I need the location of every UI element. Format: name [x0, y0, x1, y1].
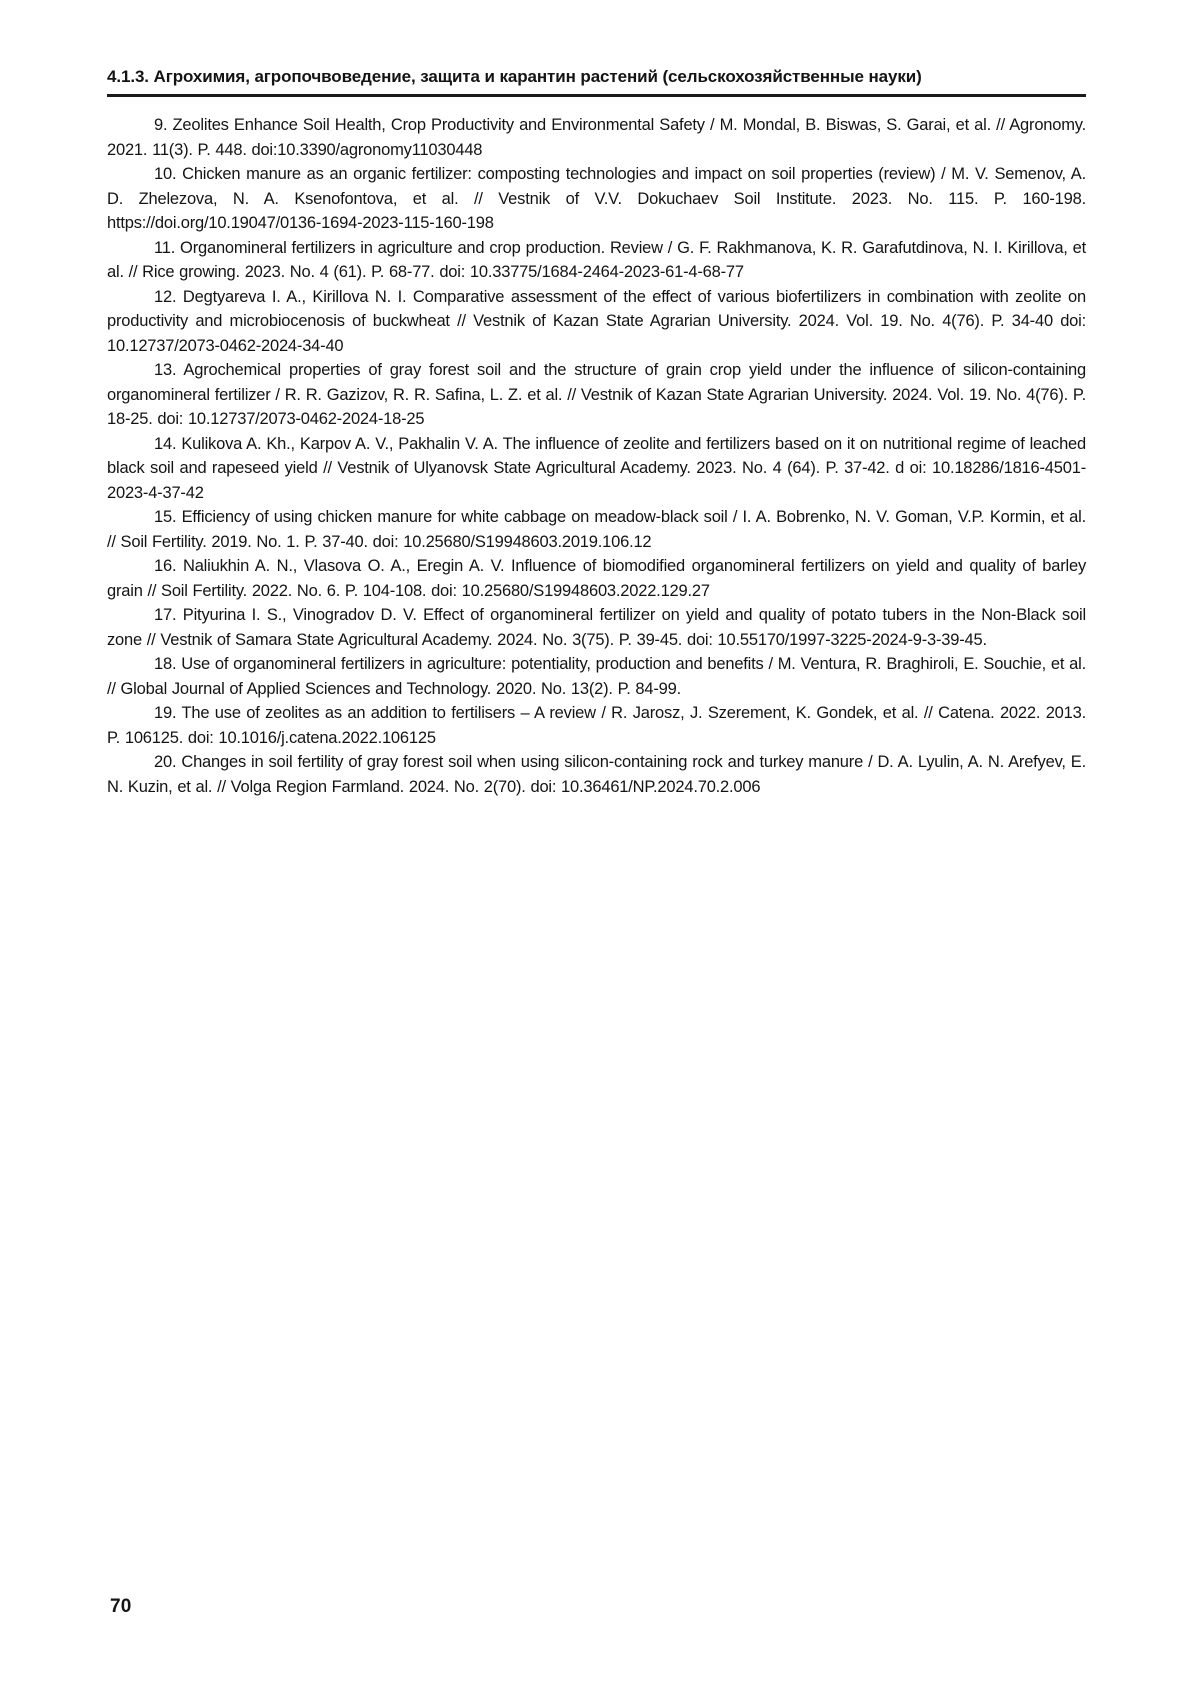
- reference-item: 16. Naliukhin A. N., Vlasova O. A., Eregin A. V. Influence of biomodified organomineral fertilizers on yield and quality of barley grain // Soil Fertility. 2022. No. 6. P. 104-108. doi: 10.25680/S19948603.2022.129.27: [107, 557, 1086, 600]
- reference-item: 14. Kulikova A. Kh., Karpov A. V., Pakhalin V. A. The influence of zeolite and fertilizers based on it on nutritional regime of leached black soil and rapeseed yield // Vestnik of Ulyanovsk State Agricultural Academy. 2023. No. 4 (64). P. 37-42. d oi: 10.18286/1816-4501-2023-4-37-42: [107, 434, 1086, 502]
- reference-item: 13. Agrochemical properties of gray forest soil and the structure of grain crop yield under the influence of silicon-containing organomineral fertilizer / R. R. Gazizov, R. R. Safina, L. Z. et al. // Vestnik of Kazan State Agrarian University. 2024. Vol. 19. No. 4(76). P. 18-25. doi: 10.12737/2073-0462-2024-18-25: [107, 361, 1086, 429]
- reference-item: 19. The use of zeolites as an addition to fertilisers – A review / R. Jarosz, J. Szerement, K. Gondek, et al. // Catena. 2022. 2013. P. 106125. doi: 10.1016/j.catena.2022.106125: [107, 704, 1086, 747]
- page-content: [107, 66, 1086, 799]
- reference-item: 15. Efficiency of using chicken manure for white cabbage on meadow-black soil / I. A. Bobrenko, N. V. Goman, V.P. Kormin, et al. // Soil Fertility. 2019. No. 1. P. 37-40. doi: 10.25680/S19948603.2019.106.12: [107, 508, 1086, 551]
- references-list: [107, 113, 1086, 799]
- reference-item: 17. Pityurina I. S., Vinogradov D. V. Effect of organomineral fertilizer on yield and quality of potato tubers in the Non-Black soil zone // Vestnik of Samara State Agricultural Academy. 2024. No. 3(75). P. 39-45. doi: 10.55170/1997-3225-2024-9-3-39-45.: [107, 606, 1086, 649]
- reference-item: 12. Degtyareva I. A., Kirillova N. I. Comparative assessment of the effect of various biofertilizers in combination with zeolite on productivity and microbiocenosis of buckwheat // Vestnik of Kazan State Agrarian University. 2024. Vol. 19. No. 4(76). P. 34-40 doi: 10.12737/2073-0462-2024-34-40: [107, 287, 1086, 355]
- reference-item: 9. Zeolites Enhance Soil Health, Crop Productivity and Environmental Safety / M. Mondal, B. Biswas, S. Garai, et al. // Agronomy. 2021. 11(3). P. 448. doi:10.3390/agronomy11030448: [107, 116, 1086, 159]
- page-number: 70: [110, 1596, 132, 1617]
- section-heading: 4.1.3. Агрохимия, агропочвоведение, защита и карантин растений (сельскохозяйственные науки): [107, 66, 1086, 97]
- reference-item: 11. Organomineral fertilizers in agriculture and crop production. Review / G. F. Rakhmanova, K. R. Garafutdinova, N. I. Kirillova, et al. // Rice growing. 2023. No. 4 (61). P. 68-77. doi: 10.33775/1684-2464-2023-61-4-68-77: [107, 238, 1086, 282]
- reference-item: 20. Changes in soil fertility of gray forest soil when using silicon-containing rock and turkey manure / D. A. Lyulin, A. N. Arefyev, E. N. Kuzin, et al. // Volga Region Farmland. 2024. No. 2(70). doi: 10.36461/NP.2024.70.2.006: [107, 753, 1086, 796]
- reference-item: 18. Use of organomineral fertilizers in agriculture: potentiality, production and benefits / M. Ventura, R. Braghiroli, E. Souchie, et al. // Global Journal of Applied Sciences and Technology. 2020. No. 13(2). P. 84-99.: [107, 655, 1086, 698]
- reference-item: 10. Chicken manure as an organic fertilizer: composting technologies and impact on soil properties (review) / M. V. Semenov, A. D. Zhelezova, N. A. Ksenofontova, et al. // Vestnik of V.V. Dokuchaev Soil Institute. 2023. No. 115. P. 160-198. https://doi.org/10.19047/0136-1694-2023-115-160-198: [107, 165, 1086, 233]
